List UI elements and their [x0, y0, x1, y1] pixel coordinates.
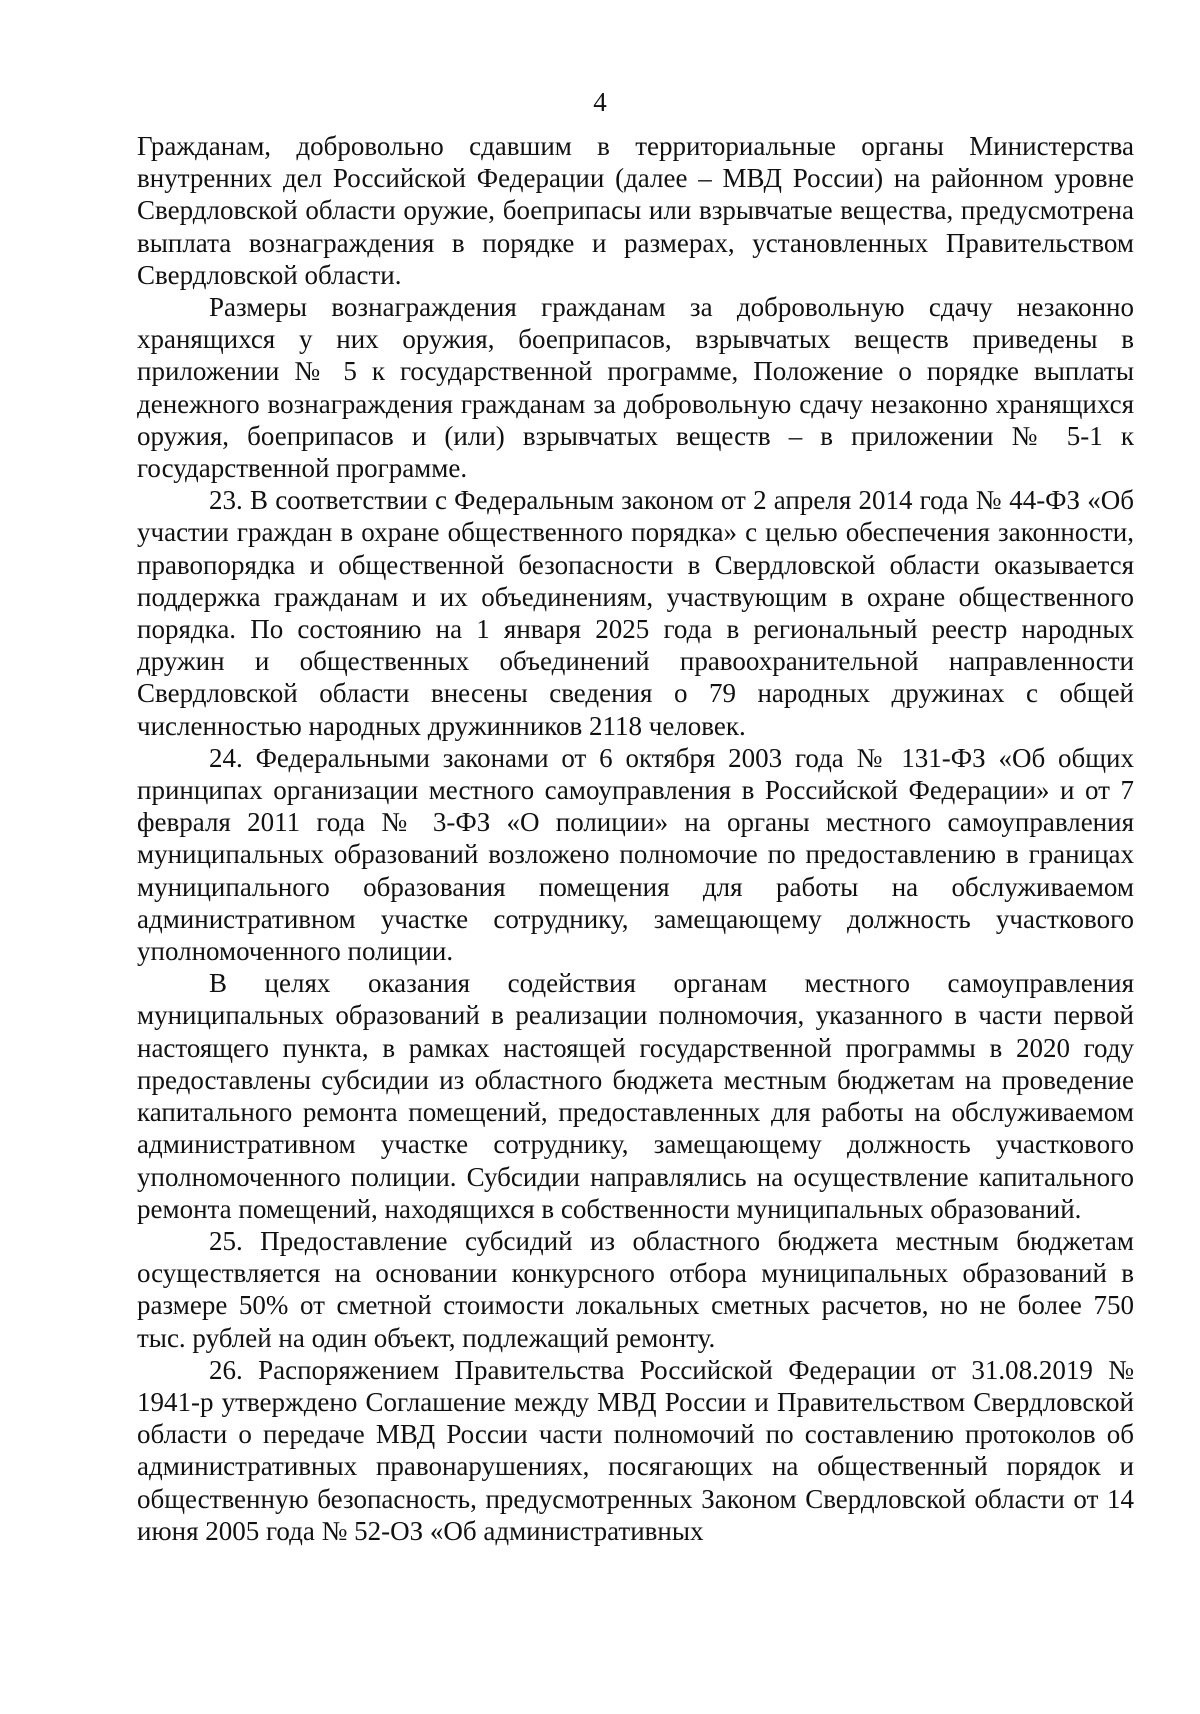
page-number: 4	[593, 87, 607, 117]
paragraph-item-26: 26. Распоряжением Правительства Российской Федерации от 31.08.2019 № 1941-р утверждено Соглашение между МВД России и Правительством Свердловской области о передаче МВД России части полномочий по составлению протоколов об административных правонарушениях, посягающих на общественный порядок и общественную безопасность, предусмотренных Законом Свердловской области от 14 июня 2005 года № 52-ОЗ «Об административных	[137, 1354, 1134, 1546]
paragraph-reward-sizes: Размеры вознаграждения гражданам за добровольную сдачу незаконно хранящихся у них оружия, боеприпасов, взрывчатых веществ приведены в приложении № 5 к государственной программе, Положение о порядке выплаты денежного вознаграждения гражданам за добровольную сдачу незаконно хранящихся оружия, боеприпасов и (или) взрывчатых веществ – в приложении № 5-1 к государственной программе.	[137, 292, 1134, 484]
paragraph-item-25: 25. Предоставление субсидий из областного бюджета местным бюджетам осуществляется на основании конкурсного отбора муниципальных образований в размере 50% от сметной стоимости локальных сметных расчетов, но не более 750 тыс. рублей на один объект, подлежащий ремонту.	[137, 1225, 1134, 1353]
paragraph-item-24: 24. Федеральными законами от 6 октября 2003 года № 131-ФЗ «Об общих принципах организации местного самоуправления в Российской Федерации» и от 7 февраля 2011 года № 3-ФЗ «О полиции» на органы местного самоуправления муниципальных образований возложено полномочие по предоставлению в границах муниципального образования помещения для работы на обслуживаемом административном участке сотруднику, замещающему должность участкового уполномоченного полиции.	[137, 742, 1134, 967]
paragraph-item-23: 23. В соответствии с Федеральным законом от 2 апреля 2014 года № 44-ФЗ «Об участии граждан в охране общественного порядка» с целью обеспечения законности, правопорядка и общественной безопасности в Свердловской области оказывается поддержка гражданам и их объединениям, участвующим в охране общественного порядка. По состоянию на 1 января 2025 года в региональный реестр народных дружин и общественных объединений правоохранительной направленности Свердловской области внесены сведения о 79 народных дружинах с общей численностью народных дружинников 2118 человек.	[137, 485, 1134, 741]
paragraph-rewards: Гражданам, добровольно сдавшим в территориальные органы Министерства внутренних дел Российской Федерации (далее – МВД России) на районном уровне Свердловской области оружие, боеприпасы или взрывчатые вещества, предусмотрена выплата вознаграждения в порядке и размерах, установленных Правительством Свердловской области.	[137, 131, 1134, 290]
document-body	[137, 130, 1134, 1547]
paragraph-subsidies: В целях оказания содействия органам местного самоуправления муниципальных образований в реализации полномочия, указанного в части первой настоящего пункта, в рамках настоящей государственной программы в 2020 году предоставлены субсидии из областного бюджета местным бюджетам на проведение капитального ремонта помещений, предоставленных для работы на обслуживаемом административном участке сотруднику, замещающему должность участкового уполномоченного полиции. Субсидии направлялись на осуществление капитального ремонта помещений, находящихся в собственности муниципальных образований.	[137, 968, 1134, 1224]
